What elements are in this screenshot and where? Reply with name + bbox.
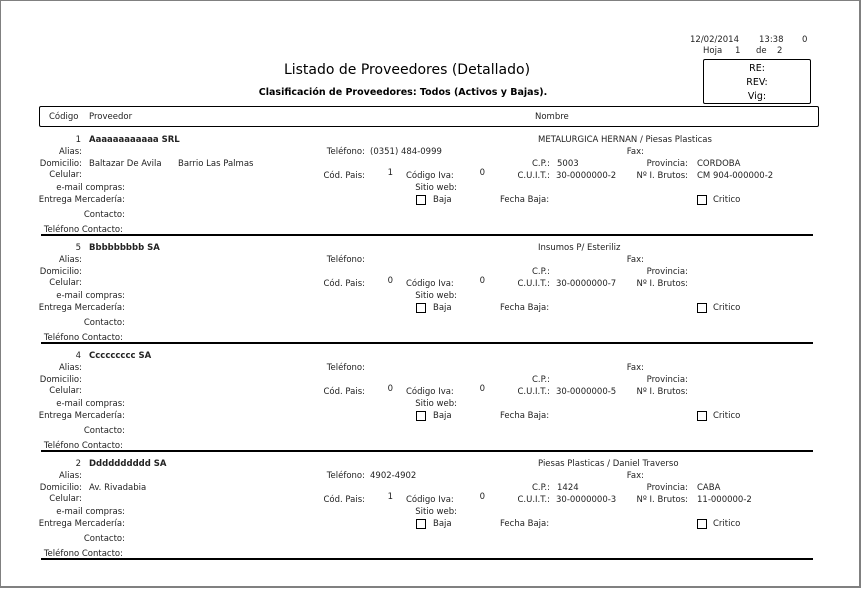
column-header-bar: [39, 106, 819, 127]
supplier-business-name: Insumos P/ Esteriliz: [538, 243, 621, 253]
domicilio-label: Domicilio:: [39, 267, 82, 277]
supplier-name: Ccccccccc SA: [89, 351, 152, 361]
supplier-code: 4: [75, 351, 81, 361]
provincia-label: Provincia:: [646, 267, 688, 277]
cuit-label: C.U.I.T.:: [517, 387, 550, 397]
fecha-baja-label: Fecha Baja:: [500, 411, 550, 421]
report-counter: 0: [802, 35, 808, 45]
telefono-contacto-label: Teléfono Contacto:: [43, 441, 123, 451]
cod-pais-label: Cód. Pais:: [323, 171, 365, 181]
supplier-name: Bbbbbbbbb SA: [89, 243, 160, 253]
celular-label: Celular:: [49, 170, 82, 180]
report-time: 13:38: [759, 35, 784, 45]
baja-label: Baja: [433, 411, 452, 421]
fax-label: Fax:: [626, 363, 644, 373]
codigo-iva-label: Código Iva:: [406, 387, 454, 397]
page-of-label: de: [756, 46, 767, 56]
provincia-value: CORDOBA: [697, 159, 741, 169]
re-label: RE:: [749, 63, 765, 74]
telefono-value: (0351) 484-0999: [370, 147, 442, 157]
supplier-code: 2: [75, 459, 81, 469]
provincia-label: Provincia:: [646, 159, 688, 169]
codigo-iva-label: Código Iva:: [406, 495, 454, 505]
page-label: Hoja: [703, 46, 723, 56]
sitio-web-label: Sitio web:: [415, 183, 457, 193]
ingresos-brutos-label: Nº I. Brutos:: [636, 279, 688, 289]
alias-label: Alias:: [58, 471, 82, 481]
contacto-label: Contacto:: [83, 318, 125, 328]
report-date: 12/02/2014: [690, 35, 739, 45]
supplier-business-name: METALURGICA HERNAN / Piesas Plasticas: [538, 135, 712, 145]
critico-checkbox[interactable]: [697, 195, 707, 205]
critico-checkbox[interactable]: [697, 519, 707, 529]
cp-value: 1424: [557, 483, 579, 493]
fax-label: Fax:: [626, 471, 644, 481]
fecha-baja-label: Fecha Baja:: [500, 303, 550, 313]
email-label: e-mail compras:: [56, 399, 125, 409]
vig-label: Vig:: [747, 91, 767, 102]
baja-checkbox[interactable]: [416, 195, 426, 205]
column-header-proveedor: Proveedor: [89, 112, 133, 122]
domicilio-value: Baltazar De Avila: [89, 159, 162, 169]
cuit-value: 30-0000000-2: [556, 171, 617, 181]
critico-label: Critico: [713, 303, 741, 313]
telefono-label: Teléfono:: [326, 471, 365, 481]
domicilio-label: Domicilio:: [39, 483, 82, 493]
baja-label: Baja: [433, 303, 452, 313]
cp-label: C.P.:: [531, 375, 550, 385]
email-label: e-mail compras:: [56, 183, 125, 193]
supplier-code: 5: [75, 243, 81, 253]
cod-pais-label: Cód. Pais:: [323, 495, 365, 505]
sitio-web-label: Sitio web:: [415, 291, 457, 301]
cp-label: C.P.:: [531, 159, 550, 169]
telefono-contacto-label: Teléfono Contacto:: [43, 333, 123, 343]
cod-pais-label: Cód. Pais:: [323, 387, 365, 397]
critico-label: Critico: [713, 195, 741, 205]
codigo-iva-value: 0: [479, 168, 485, 178]
provincia-value: CABA: [697, 483, 721, 493]
supplier-record: [1, 239, 863, 347]
entrega-label: Entrega Mercadería:: [38, 195, 125, 205]
supplier-name: Dddddddddd SA: [89, 459, 167, 469]
celular-label: Celular:: [49, 278, 82, 288]
record-separator: [41, 450, 813, 452]
codigo-iva-label: Código Iva:: [406, 171, 454, 181]
record-separator: [41, 234, 813, 236]
ingresos-brutos-label: Nº I. Brutos:: [636, 495, 688, 505]
cod-pais-value: 0: [387, 384, 393, 394]
ingresos-brutos-label: Nº I. Brutos:: [636, 387, 688, 397]
ingresos-brutos-value: CM 904-000000-2: [697, 171, 774, 181]
codigo-iva-value: 0: [479, 276, 485, 286]
email-label: e-mail compras:: [56, 291, 125, 301]
cp-label: C.P.:: [531, 483, 550, 493]
ingresos-brutos-value: 11-000000-2: [697, 495, 752, 505]
report-subtitle: Clasificación de Proveedores: Todos (Activos y Bajas).: [258, 87, 548, 98]
record-separator: [41, 558, 813, 560]
cp-value: 5003: [557, 159, 579, 169]
column-header-nombre: Nombre: [535, 112, 569, 122]
report-title: Listado de Proveedores (Detallado): [283, 62, 531, 78]
celular-label: Celular:: [49, 386, 82, 396]
column-header-codigo: Código: [49, 112, 79, 122]
supplier-record: [1, 347, 863, 455]
supplier-code: 1: [75, 135, 81, 145]
cuit-label: C.U.I.T.:: [517, 279, 550, 289]
cuit-value: 30-0000000-3: [556, 495, 617, 505]
critico-label: Critico: [713, 411, 741, 421]
cuit-value: 30-0000000-7: [556, 279, 617, 289]
telefono-label: Teléfono:: [326, 255, 365, 265]
supplier-record: [1, 131, 863, 239]
telefono-value: 4902-4902: [370, 471, 417, 481]
ingresos-brutos-label: Nº I. Brutos:: [636, 171, 688, 181]
page-current: 1: [735, 46, 741, 56]
cp-label: C.P.:: [531, 267, 550, 277]
telefono-label: Teléfono:: [326, 147, 365, 157]
barrio-value: Barrio Las Palmas: [178, 159, 254, 169]
rev-label: REV:: [746, 77, 768, 88]
telefono-contacto-label: Teléfono Contacto:: [43, 549, 123, 559]
entrega-label: Entrega Mercadería:: [38, 303, 125, 313]
codigo-iva-value: 0: [479, 384, 485, 394]
critico-label: Critico: [713, 519, 741, 529]
sitio-web-label: Sitio web:: [415, 399, 457, 409]
domicilio-value: Av. Rivadabia: [89, 483, 147, 493]
codigo-iva-value: 0: [479, 492, 485, 502]
supplier-record: [1, 455, 863, 563]
fax-label: Fax:: [626, 255, 644, 265]
baja-label: Baja: [433, 519, 452, 529]
provincia-label: Provincia:: [646, 375, 688, 385]
provincia-label: Provincia:: [646, 483, 688, 493]
critico-checkbox[interactable]: [697, 303, 707, 313]
baja-checkbox[interactable]: [416, 303, 426, 313]
sitio-web-label: Sitio web:: [415, 507, 457, 517]
revision-box: [703, 59, 811, 104]
cod-pais-value: 0: [387, 276, 393, 286]
fax-label: Fax:: [626, 147, 644, 157]
cuit-label: C.U.I.T.:: [517, 495, 550, 505]
page-total: 2: [777, 46, 783, 56]
contacto-label: Contacto:: [83, 534, 125, 544]
critico-checkbox[interactable]: [697, 411, 707, 421]
alias-label: Alias:: [58, 147, 82, 157]
fecha-baja-label: Fecha Baja:: [500, 519, 550, 529]
baja-label: Baja: [433, 195, 452, 205]
cod-pais-value: 1: [387, 492, 393, 502]
fecha-baja-label: Fecha Baja:: [500, 195, 550, 205]
domicilio-label: Domicilio:: [39, 375, 82, 385]
celular-label: Celular:: [49, 494, 82, 504]
alias-label: Alias:: [58, 363, 82, 373]
supplier-name: Aaaaaaaaaaaa SRL: [89, 135, 180, 145]
entrega-label: Entrega Mercadería:: [38, 411, 125, 421]
telefono-label: Teléfono:: [326, 363, 365, 373]
record-separator: [41, 342, 813, 344]
cod-pais-label: Cód. Pais:: [323, 279, 365, 289]
alias-label: Alias:: [58, 255, 82, 265]
contacto-label: Contacto:: [83, 210, 125, 220]
domicilio-label: Domicilio:: [39, 159, 82, 169]
contacto-label: Contacto:: [83, 426, 125, 436]
cod-pais-value: 1: [387, 168, 393, 178]
entrega-label: Entrega Mercadería:: [38, 519, 125, 529]
codigo-iva-label: Código Iva:: [406, 279, 454, 289]
email-label: e-mail compras:: [56, 507, 125, 517]
cuit-label: C.U.I.T.:: [517, 171, 550, 181]
baja-checkbox[interactable]: [416, 411, 426, 421]
supplier-business-name: Piesas Plasticas / Daniel Traverso: [538, 459, 679, 469]
baja-checkbox[interactable]: [416, 519, 426, 529]
telefono-contacto-label: Teléfono Contacto:: [43, 225, 123, 235]
cuit-value: 30-0000000-5: [556, 387, 617, 397]
